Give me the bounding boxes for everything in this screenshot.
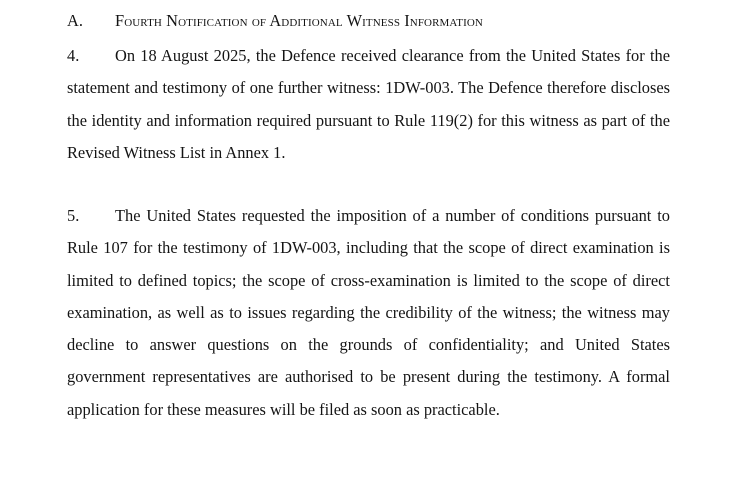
paragraph-text: On 18 August 2025, the Defence received clearance from the United States for the statement and testimony of one further witness: 1DW-003. The Defence therefore discloses the identity and information required pursuant to Rule 119(2) for this witness as part of the Revised Witness List in Annex 1. <box>67 46 670 162</box>
section-heading <box>67 10 670 32</box>
paragraph-4 <box>67 40 670 169</box>
section-title: Fourth Notification of Additional Witness Information <box>115 11 483 30</box>
section-number: A. <box>67 11 83 30</box>
paragraph-number: 4. <box>67 46 80 65</box>
paragraph-5 <box>67 200 670 426</box>
paragraph-text: The United States requested the imposition of a number of conditions pursuant to Rule 107 for the testimony of 1DW-003, including that the scope of direct examination is limited to defined topics; the scope of cross-examination is limited to the scope of direct examination, as well as to issues regarding the credibility of the witness; the witness may decline to answer questions on the grounds of confidentiality; and United States government representatives are authorised to be present during the testimony. A formal application for these measures will be filed as soon as practicable. <box>67 206 670 419</box>
paragraph-number: 5. <box>67 206 80 225</box>
